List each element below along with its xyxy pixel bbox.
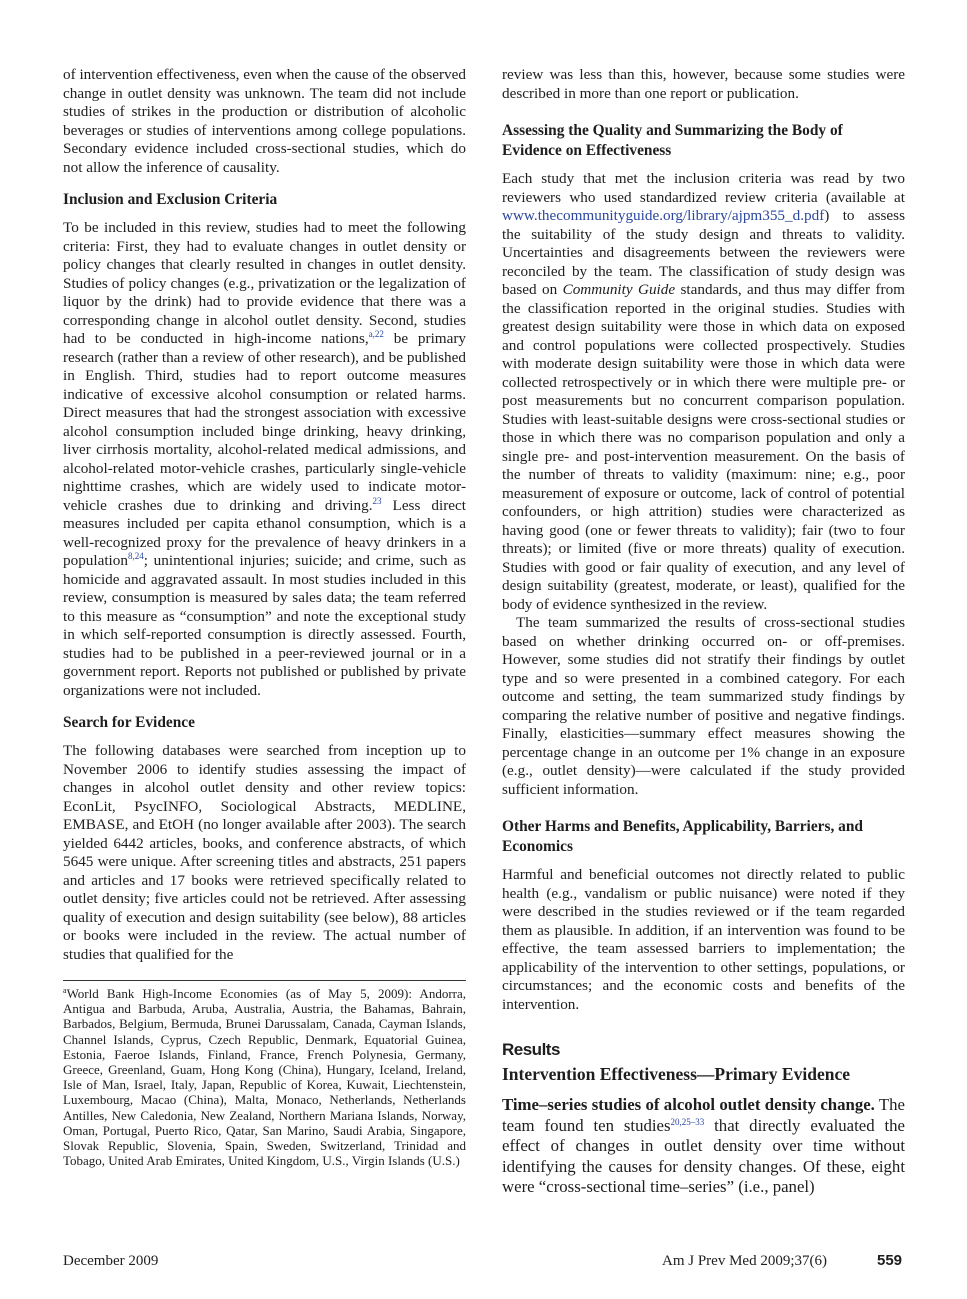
footer-date: December 2009: [63, 1253, 159, 1269]
ref-20-33[interactable]: 20,25–33: [670, 1116, 705, 1127]
heading-primary-evidence: Intervention Effectiveness—Primary Evidence: [502, 1064, 850, 1084]
footnote: $^a$World Bank High-Income Economies (as of May 5, 2009): Andorra, Antigua and Barbuda, Aruba, Australia, Austria, the Bahamas, Bahrain, Barbados, Belgium, Bermuda, Brunei Darussalam, Canada, Cayman Islands, Channel Islands, Cyprus, Czech Republic, Denmark, Equatorial Guinea, Estonia, Faeroe Islands, Finland, France, French Polynesia, Germany, Greece, Greenland, Guam, Hong Kong (China), Hungary, Iceland, Ireland, Isle of Man, Israel, Italy, Japan, Republic of Korea, Kuwait, Liechtenstein, Luxembourg, Macao (China), Malta, Monaco, Netherlands, Netherlands Antilles, New Caledonia, New Zealand, Northern Mariana Islands, Norway, Oman, Portugal, Puerto Rico, Qatar, San Marino, Saudi Arabia, Singapore, Slovak Republic, Slovenia, Spain, Sweden, Switzerland, Trinidad and Tobago, United Arab Emirates, United Kingdom, U.S., Virgin Islands (U.S.): [63, 986, 466, 1169]
heading-search: Search for Evidence: [63, 714, 195, 731]
heading-harms: Other Harms and Benefits, Applicability, Barriers, and Economics: [502, 818, 863, 855]
right-column: [502, 66, 905, 1198]
summary-paragraph: The team summarized the results of cross-sectional studies based on whether drinking occurred on- or off-premises. However, some studies did not stratify their findings by outlet type and so were presented in a combined category. For each outcome and setting, the team summarized study findings by comparing the relative number of positive and negative findings. Finally, elasticities—summary effect measures showing the percentage change in an outcome per 1% change in an exposure (e.g., outlet density)—were calculated if the study provided sufficient information.: [502, 614, 905, 798]
intro-paragraph: of intervention effectiveness, even when the cause of the observed change in outlet density was unknown. The team did not include studies of strikes in the production or distribution of alcoholic beverages or studies of interventions among college populations. Secondary evidence included cross-sectional studies, which do not allow the inference of causality.: [63, 66, 466, 176]
heading-inclusion: Inclusion and Exclusion Criteria: [63, 191, 278, 208]
criteria-link[interactable]: www.thecommunityguide.org/library/ajpm355_d.pdf: [502, 207, 825, 224]
community-guide-title: Community Guide: [562, 281, 676, 298]
run-in-heading: Time–series studies of alcohol outlet density change.: [502, 1095, 875, 1114]
ref-a22[interactable]: a,22: [368, 329, 384, 339]
ref-8-24[interactable]: 8,24: [127, 551, 144, 561]
time-series-paragraph: Time–series studies of alcohol outlet density change. The team found ten studies$^{20,25-33}$ that directly evaluated the effect of changes in outlet density over time without identifying the causes for density changes. Of these, eight were “cross-sectional time–series” (i.e., panel): [502, 1095, 905, 1196]
harms-paragraph: Harmful and beneficial outcomes not directly related to public health (e.g., vandalism or public nuisance) were noted if they were described in the studies reviewed or if the team regarded them as plausible. In addition, if an intervention was found to be effective, the team assessed barriers to implementation; the applicability of the intervention to other settings, populations, or circumstances; and the economic costs and benefits of the intervention.: [502, 866, 905, 1013]
continued-paragraph: review was less than this, however, because some studies were described in more than one report or publication.: [502, 66, 905, 102]
footer-journal: Am J Prev Med 2009;37(6): [662, 1253, 827, 1269]
page-number: 559: [877, 1252, 903, 1269]
search-paragraph: The following databases were searched from inception up to November 2006 to identify studies assessing the impact of changes in alcohol outlet density and other review topics: EconLit, PsycINFO, Sociological Abstracts, MEDLINE, EMBASE, and EtOH (no longer available after 2003). The search yielded 6442 articles, books, and conference abstracts, of which 5645 were unique. After screening titles and abstracts, 251 papers and articles and 17 books were retrieved specifically related to outlet density; five articles could not be retrieved. After assessing quality of execution and design suitability (see below), 88 articles or books were included in the review. The actual number of studies that qualified for the: [63, 742, 466, 963]
footnote-mark: a: [63, 986, 67, 995]
ref-23[interactable]: 23: [372, 495, 382, 506]
footnote-divider: [63, 980, 466, 981]
left-column: [63, 66, 466, 1168]
quality-paragraph: Each study that met the inclusion criteria was read by two reviewers who used standardized review criteria (available at www.thecommunityguide.org/library/ajpm355_d.pdf) to assess the suitability of the study design and threats to validity. Uncertainties and disagreements between the reviewers were reconciled by the team. The classification of study design was based on Community Guide standards, and thus may differ from the classification reported in the original studies. Studies with greatest design suitability were those in which data on exposed and control populations were collected prospectively. Studies with moderate design suitability were those in which data were collected retrospectively or in which there were multiple pre- or post measurements but no concurrent comparison population. Studies with least-suitable designs were cross-sectional studies or those in which there was no comparison population and only a single pre- and post-intervention measurement. On the basis of the number of threats to validity (maximum: nine; e.g., poor measurement of exposure or outcome, lack of control of potential confounders, or high attrition) studies were characterized as having good (one or fewer threats to validity); fair (two to four threats); or limited (five or more threats) quality of execution. Studies with good or fair quality of execution, and any level of design suitability (greatest, moderate, or least), qualified for the body of evidence synthesized in the review.: [502, 170, 905, 613]
inclusion-paragraph: To be included in this review, studies had to meet the following criteria: First, they had to evaluate changes in outlet density or policy changes that clearly resulted in changes in outlet density. Studies of policy changes (e.g., privatization or the legalization of liquor by the drink) had to provide evidence that there was a corresponding change in alcohol outlet density. Second, studies had to be conducted in high-income nations,$^{a,22}$ be primary research (rather than a review of other research), and be published in English. Third, studies had to report outcome measures indicative of excessive alcohol consumption or related harms. Direct measures that had the strongest association with excessive alcohol consumption included binge drinking, heavy drinking, liver cirrhosis mortality, alcohol-related medical admissions, and alcohol-related motor-vehicle crashes, particularly single-vehicle nighttime crashes, which are widely used to indicate motor-vehicle crashes due to drinking and driving.$^{23}$ Less direct measures included per capita ethanol consumption, which is a well-recognized proxy for the prevalence of heavy drinkers in a population$^{8,24}$; unintentional injuries; suicide; and crime, such as homicide and aggravated assault. In most studies included in this review, consumption is measured by sales data; the team referred to this measure as “consumption” and note the exceptional study in which self-reported consumption is directly assessed. Fourth, studies had to be published in a peer-reviewed journal or in a government report. Reports not published or published by private organizations were not included.: [63, 219, 466, 699]
heading-quality: Assessing the Quality and Summarizing the Body of Evidence on Effectiveness: [502, 122, 843, 159]
heading-results: Results: [502, 1040, 560, 1059]
